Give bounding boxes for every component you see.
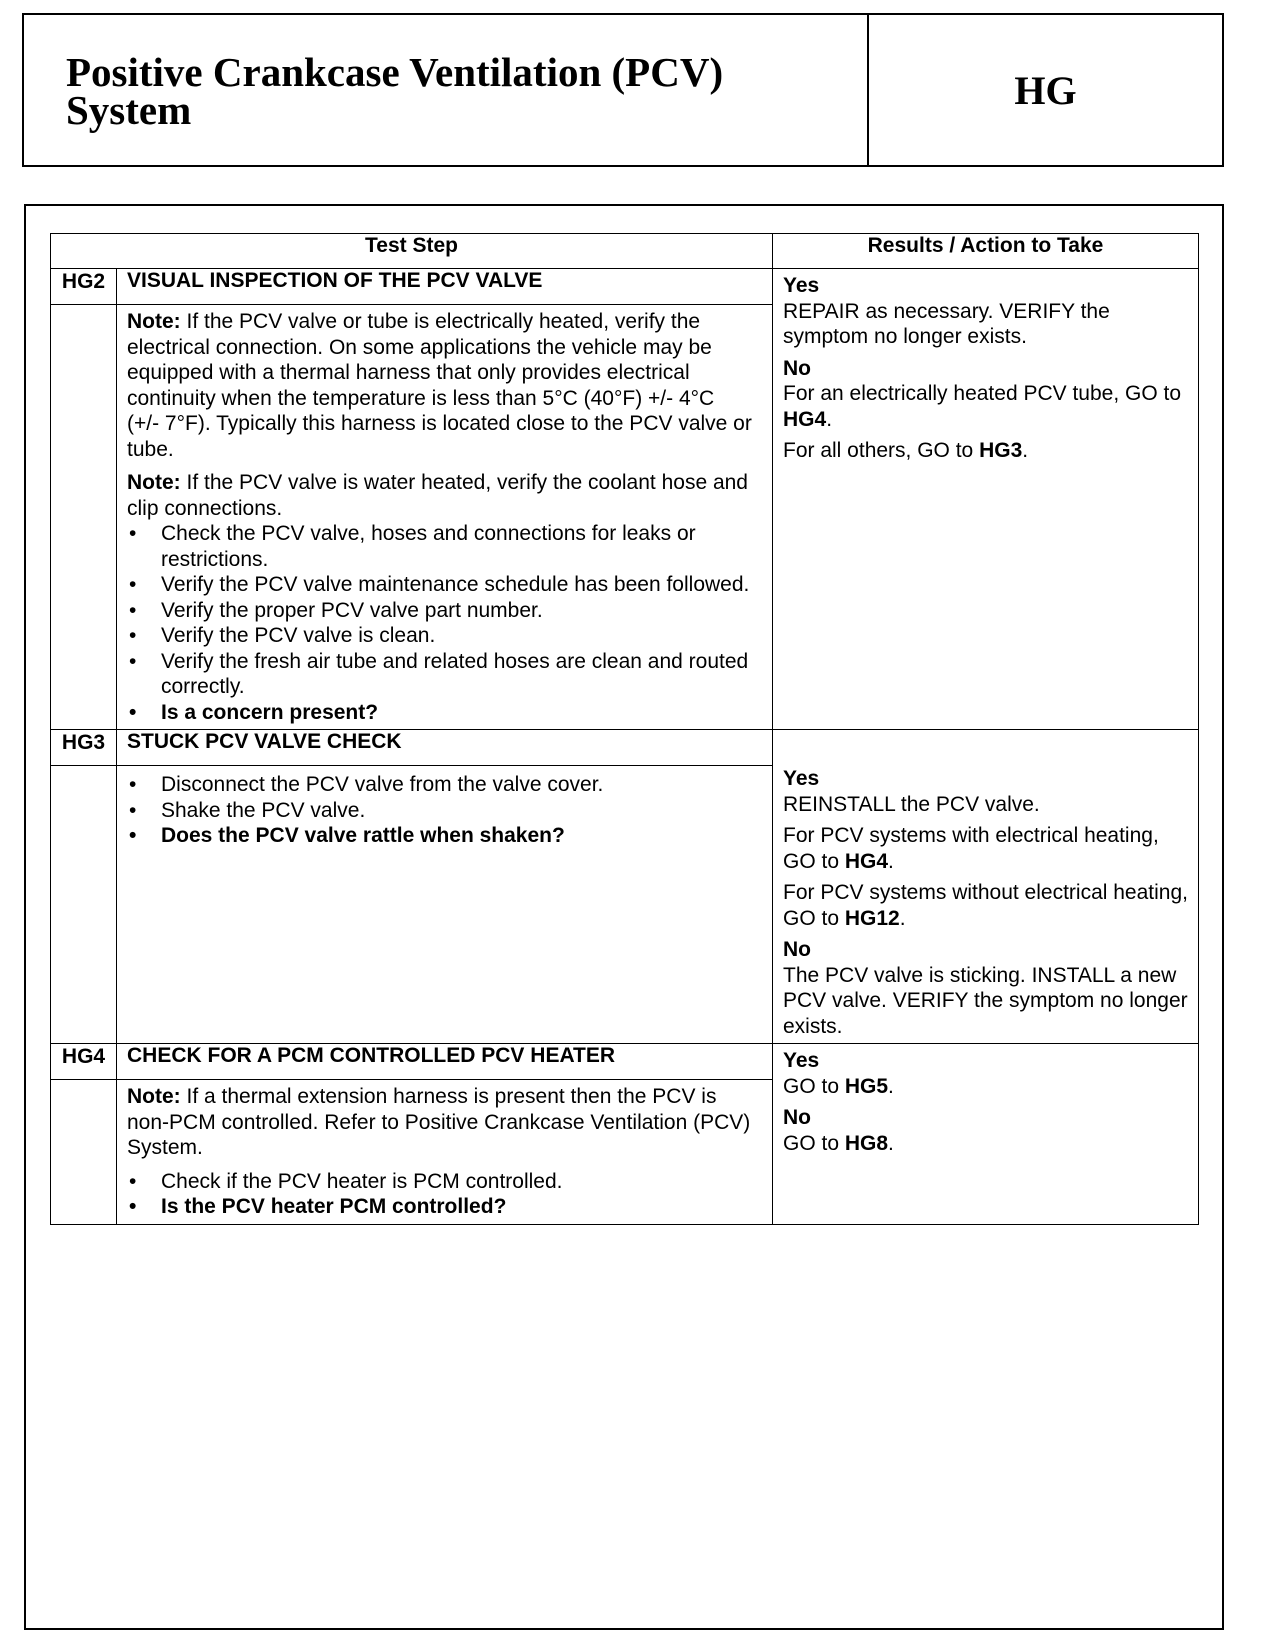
step-results [773,1044,1199,1225]
bullet-item: • Verify the proper PCV valve part number. [127,598,752,624]
step-title: VISUAL INSPECTION OF THE PCV VALVE [117,269,773,305]
step-link[interactable]: HG3 [979,439,1023,462]
note: Note: If a thermal extension harness is present then the PCV is non-PCM controlled. Refer to Positive Crankcase Ventilation (PCV) System. [127,1085,751,1159]
no-action: The PCV valve is sticking. INSTALL a new PCV valve. VERIFY the symptom no longer exists. [783,963,1188,1038]
yes-label: Yes [783,1049,820,1072]
yes-action-alt: For PCV systems without electrical heating, GO to HG12. [783,881,1188,930]
bullet-item: • Disconnect the PCV valve from the valve cover. [127,772,752,798]
yes-label: Yes [783,767,820,790]
step-body [117,305,773,730]
step-link[interactable]: HG12 [844,906,900,930]
step-link[interactable]: HG8 [844,1131,889,1155]
yes-action: REPAIR as necessary. VERIFY the symptom no longer exists. [783,299,1110,348]
step-title-row [51,1044,1199,1080]
page-header [22,13,1224,167]
test-step-table [50,233,1199,1225]
bullet-item: • Verify the PCV valve maintenance schedule has been followed. [127,572,752,598]
step-title: CHECK FOR A PCM CONTROLLED PCV HEATER [117,1044,773,1080]
step-link[interactable]: HG4 [783,407,827,431]
bullet-question: • Is the PCV heater PCM controlled? [127,1194,752,1220]
step-results [773,730,1199,1044]
yes-action: REINSTALL the PCV valve. [783,792,1040,816]
bullet-item: • Check if the PCV heater is PCM controlled. [127,1169,752,1195]
step-code: HG4 [51,1044,117,1080]
step-code: HG2 [51,269,117,305]
section-title-line2: System [66,87,192,133]
bullet-question: • Is a concern present? [127,700,752,726]
bullet-item: • Check the PCV valve, hoses and connections for leaks or restrictions. [127,521,752,572]
bullet-item: • Verify the PCV valve is clean. [127,623,752,649]
bullet-question: • Does the PCV valve rattle when shaken? [127,823,752,849]
step-results [773,269,1199,730]
column-header-results: Results / Action to Take [773,234,1199,269]
section-title [24,15,869,165]
step-link[interactable]: HG4 [844,849,889,873]
section-code: HG [1014,67,1077,113]
no-action: For an electrically heated PCV tube, GO to HG4. [783,382,1182,431]
bullet-item: • Shake the PCV valve. [127,798,752,824]
yes-action: GO to HG5. [783,1074,894,1098]
step-bullets [127,772,752,849]
note: Note: If the PCV valve is water heated, verify the coolant hose and clip connections. [127,471,748,520]
step-bullets [127,521,752,725]
note: Note: If the PCV valve or tube is electrically heated, verify the electrical connection. On some applications the vehicle may be equipped with a thermal harness that only provides electrical continuity when the temperature is less than 5°C (40°F) +/- 4°C (+/- 7°F). Typically this harness is located close to the PCV valve or tube. [127,310,752,461]
step-title-row [51,730,1199,766]
column-header-test-step: Test Step [51,234,773,269]
step-link[interactable]: HG5 [844,1074,889,1098]
no-label: No [783,938,811,961]
step-title: STUCK PCV VALVE CHECK [117,730,773,766]
yes-label: Yes [783,274,820,297]
no-action: GO to HG8. [783,1131,894,1155]
no-action-alt: For all others, GO to HG3. [783,439,1029,462]
no-label: No [783,356,811,380]
step-bullets [127,1169,752,1220]
step-title-row [51,269,1199,305]
yes-action-alt: For PCV systems with electrical heating, GO to HG4. [783,824,1159,873]
step-body [117,766,773,1044]
step-body [117,1080,773,1225]
table-header-row [51,234,1199,269]
section-title-line1: Positive Crankcase Ventilation (PCV) [66,49,724,95]
bullet-item: • Verify the fresh air tube and related hoses are clean and routed correctly. [127,649,752,700]
no-label: No [783,1106,811,1129]
step-code: HG3 [51,730,117,766]
